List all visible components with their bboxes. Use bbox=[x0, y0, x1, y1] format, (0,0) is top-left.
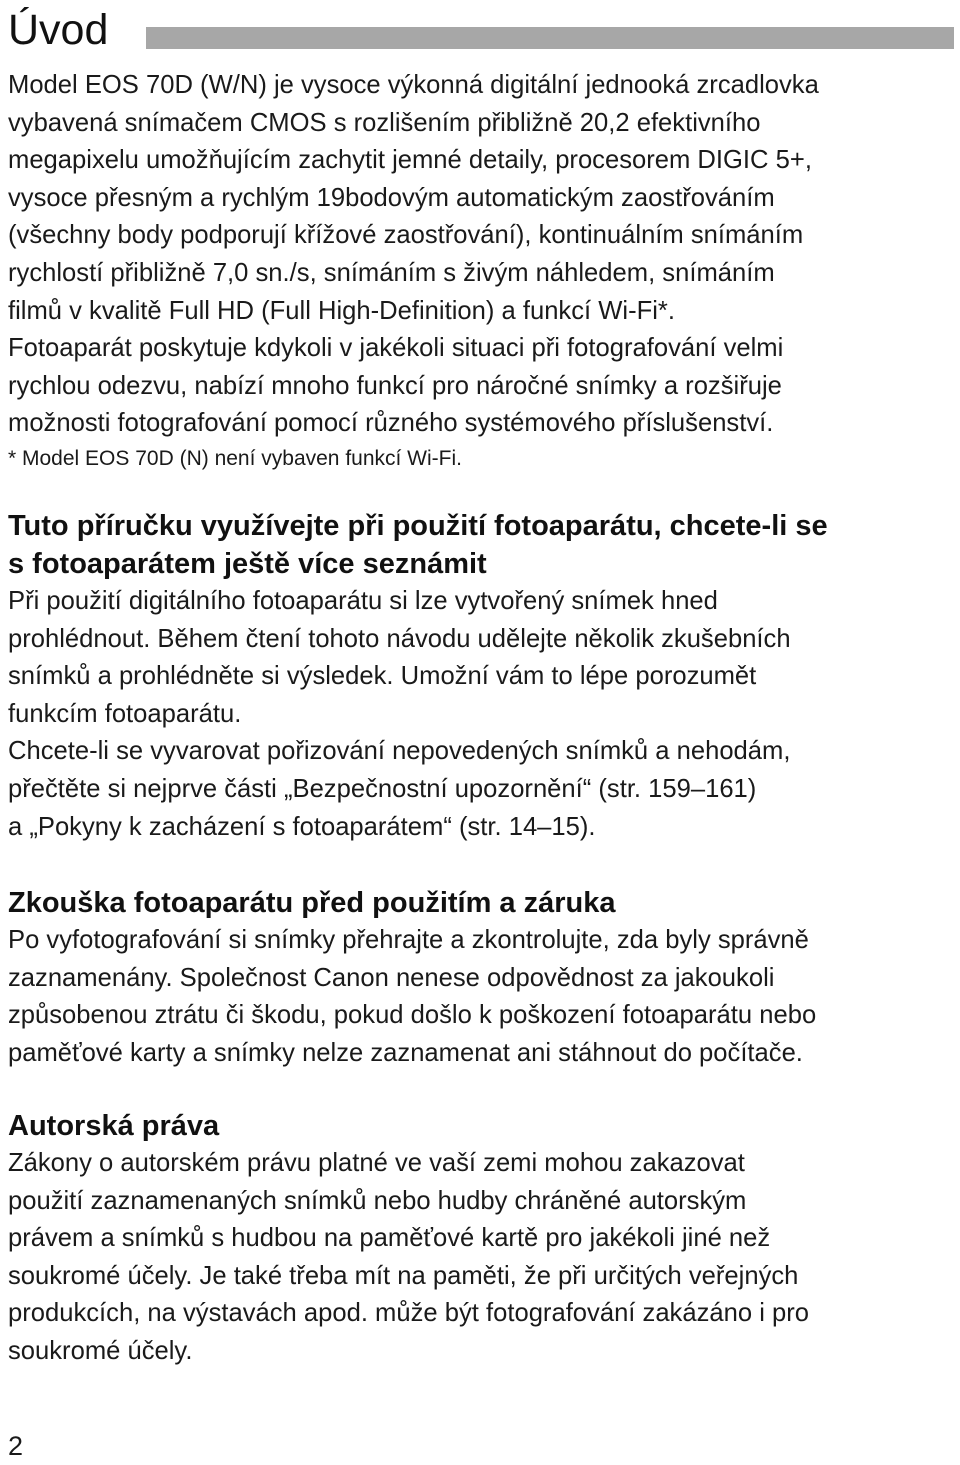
title-row bbox=[8, 5, 954, 55]
section-heading: s fotoaparátem ještě více seznámit bbox=[8, 548, 487, 580]
section-line: Chcete-li se vyvarovat pořizování nepovedených snímků a nehodám, bbox=[8, 737, 791, 766]
section-line: paměťové karty a snímky nelze zaznamenat ani stáhnout do počítače. bbox=[8, 1038, 803, 1067]
intro-section bbox=[8, 67, 954, 475]
section-line: právem a snímků s hudbou na paměťové kartě pro jakékoli jiné než bbox=[8, 1224, 771, 1253]
intro-line: vybavená snímačem CMOS s rozlišením přibližně 20,2 efektivního bbox=[8, 108, 761, 137]
section-line: způsobenou ztrátu či škodu, pokud došlo k poškození fotoaparátu nebo bbox=[8, 1001, 817, 1030]
intro-line: vysoce přesným a rychlým 19bodovým automatickým zaostřováním bbox=[8, 183, 775, 212]
section-heading: Tuto příručku využívejte při použití fotoaparátu, chcete-li se bbox=[8, 510, 828, 542]
section-line: použití zaznamenaných snímků nebo hudby chráněné autorským bbox=[8, 1186, 747, 1215]
section-line: produkcích, na výstavách apod. může být fotografování zakázáno i pro bbox=[8, 1299, 809, 1328]
section-line: Při použití digitálního fotoaparátu si lze vytvořený snímek hned bbox=[8, 587, 718, 615]
section-line: Po vyfotografování si snímky přehrajte a zkontrolujte, zda byly správně bbox=[8, 926, 809, 954]
section-line: a „Pokyny k zacházení s fotoaparátem“ (str. 14–15). bbox=[8, 812, 596, 841]
section-line: funkcím fotoaparátu. bbox=[8, 699, 242, 728]
section-test-warranty bbox=[8, 884, 954, 1072]
title-decoration-bar bbox=[146, 27, 954, 49]
section-heading: Zkouška fotoaparátu před použitím a záruka bbox=[8, 887, 616, 919]
section-line: soukromé účely. bbox=[8, 1336, 193, 1365]
intro-line: filmů v kvalitě Full HD (Full High-Definition) a funkcí Wi-Fi*. bbox=[8, 296, 675, 325]
intro-line: (všechny body podporují křížové zaostřování), kontinuálním snímáním bbox=[8, 221, 804, 250]
page-title: Úvod bbox=[8, 6, 109, 54]
section-line: prohlédnout. Během čtení tohoto návodu udělejte několik zkušebních bbox=[8, 624, 791, 653]
section-line: zaznamenány. Společnost Canon nenese odpovědnost za jakoukoli bbox=[8, 963, 775, 992]
section-copyright bbox=[8, 1107, 954, 1371]
wifi-footnote: * Model EOS 70D (N) není vybaven funkcí Wi-Fi. bbox=[8, 446, 462, 470]
intro-line: rychlostí přibližně 7,0 sn./s, snímáním s živým náhledem, snímáním bbox=[8, 258, 775, 287]
section-line: soukromé účely. Je také třeba mít na paměti, že při určitých veřejných bbox=[8, 1261, 799, 1290]
intro-line: možnosti fotografování pomocí různého systémového příslušenství. bbox=[8, 409, 774, 438]
section-line: snímků a prohlédněte si výsledek. Umožní vám to lépe porozumět bbox=[8, 662, 757, 691]
intro-line: rychlou odezvu, nabízí mnoho funkcí pro náročné snímky a rozšiřuje bbox=[8, 371, 782, 400]
intro-line: megapixelu umožňujícím zachytit jemné detaily, procesorem DIGIC 5+, bbox=[8, 146, 812, 175]
section-line: přečtěte si nejprve části „Bezpečnostní upozornění“ (str. 159–161) bbox=[8, 774, 757, 803]
page-number: 2 bbox=[8, 1431, 24, 1461]
intro-line: Model EOS 70D (W/N) je vysoce výkonná digitální jednooká zrcadlovka bbox=[8, 71, 819, 99]
section-usage bbox=[8, 507, 954, 846]
intro-line: Fotoaparát poskytuje kdykoli v jakékoli situaci při fotografování velmi bbox=[8, 334, 784, 363]
section-line: Zákony o autorském právu platné ve vaší zemi mohou zakazovat bbox=[8, 1149, 745, 1177]
section-heading: Autorská práva bbox=[8, 1110, 220, 1142]
